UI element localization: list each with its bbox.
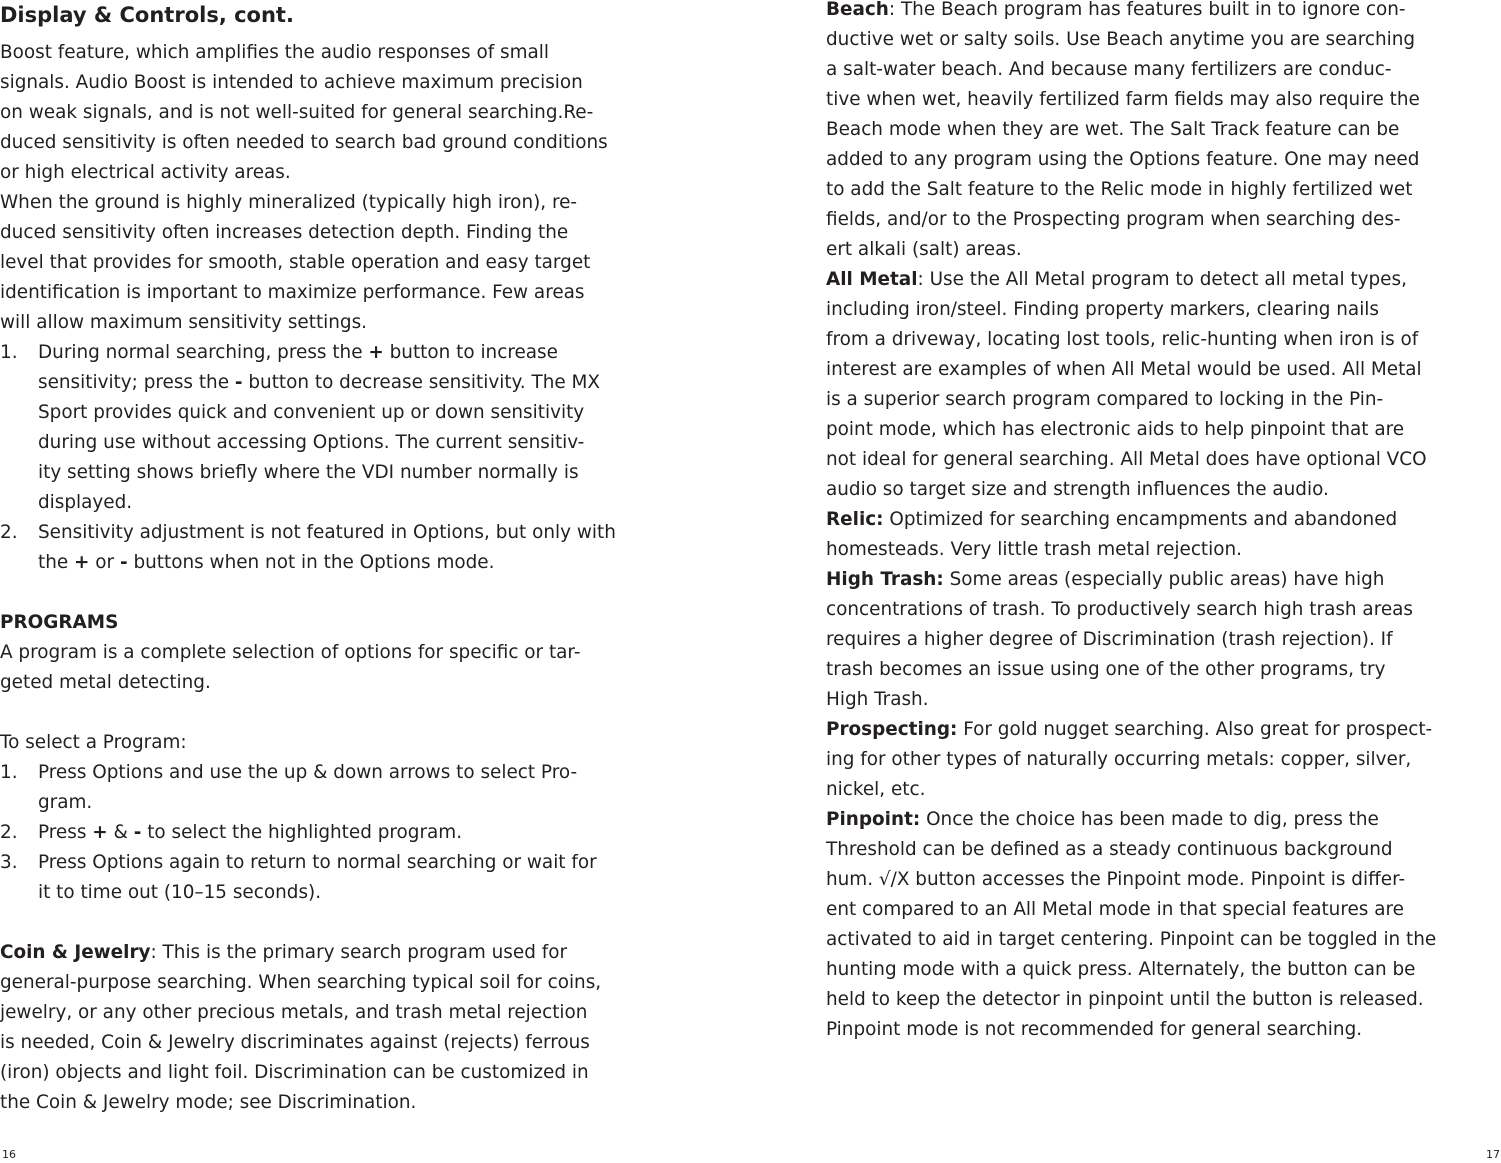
minus-symbol: - xyxy=(133,822,142,843)
paragraph-line: Relic: Optimized for searching encampments and abandoned xyxy=(826,509,1398,530)
paragraph-line: concentrations of trash. To productively search high trash areas xyxy=(826,599,1414,620)
plus-symbol: + xyxy=(74,552,90,573)
paragraph-line: (iron) objects and light foil. Discrimination can be customized in xyxy=(0,1062,589,1083)
paragraph-line: will allow maximum sensitivity settings. xyxy=(0,312,368,333)
paragraph-line: level that provides for smooth, stable operation and easy target xyxy=(0,252,591,273)
list-item: 2. Sensitivity adjustment is not featured in Options, but only with xyxy=(0,518,616,548)
paragraph-line: the Coin & Jewelry mode; see Discrimination. xyxy=(0,1092,417,1113)
list-item-line: it to time out (10–15 seconds). xyxy=(38,882,322,903)
paragraph-line: a salt-water beach. And because many fertilizers are conduc- xyxy=(826,59,1392,80)
left-page xyxy=(0,0,690,1163)
minus-symbol: - xyxy=(234,372,243,393)
list-item: 2. Press + & - to select the highlighted program. xyxy=(0,818,597,848)
list-number: 2. xyxy=(0,522,18,543)
list-number: 1. xyxy=(0,762,18,783)
right-page xyxy=(826,0,1501,1163)
programs-heading: PROGRAMS xyxy=(0,612,119,633)
paragraph-line: activated to aid in target centering. Pinpoint can be toggled in the xyxy=(826,929,1437,950)
paragraph-line: on weak signals, and is not well-suited for general searching.Re- xyxy=(0,102,594,123)
paragraph-line: ert alkali (salt) areas. xyxy=(826,239,1022,260)
paragraph-line: tive when wet, heavily fertilized farm fields may also require the xyxy=(826,89,1420,110)
relic-paragraph xyxy=(826,505,1397,565)
paragraph-line: When the ground is highly mineralized (typically high iron), re- xyxy=(0,192,578,213)
list-item-line: ity setting shows briefly where the VDI number normally is xyxy=(38,462,579,483)
minus-symbol: - xyxy=(119,552,128,573)
prospecting-paragraph xyxy=(826,715,1432,805)
paragraph-line: Beach: The Beach program has features built in to ignore con- xyxy=(826,0,1406,20)
paragraph-line: Threshold can be defined as a steady continuous background xyxy=(826,839,1393,860)
list-item-line: the + or - buttons when not in the Options mode. xyxy=(38,552,495,573)
plus-symbol: + xyxy=(92,822,108,843)
paragraph-line: homesteads. Very little trash metal rejection. xyxy=(826,539,1242,560)
all-metal-paragraph xyxy=(826,265,1427,505)
list-number: 3. xyxy=(0,852,18,873)
list-item-line: displayed. xyxy=(38,492,133,513)
select-program-section xyxy=(0,728,597,908)
paragraph-line: not ideal for general searching. All Metal does have optional VCO xyxy=(826,449,1427,470)
program-label: Relic: xyxy=(826,509,884,530)
paragraph-line: trash becomes an issue using one of the other programs, try xyxy=(826,659,1386,680)
paragraph-line: held to keep the detector in pinpoint until the button is released. xyxy=(826,989,1424,1010)
paragraph-line: Boost feature, which amplifies the audio responses of small xyxy=(0,42,550,63)
paragraph-line: fields, and/or to the Prospecting program when searching des- xyxy=(826,209,1401,230)
list-item-line: gram. xyxy=(38,792,93,813)
program-label: Coin & Jewelry xyxy=(0,942,151,963)
paragraph-line: from a driveway, locating lost tools, relic-hunting when iron is of xyxy=(826,329,1419,350)
program-label: Prospecting: xyxy=(826,719,958,740)
paragraph-line: jewelry, or any other precious metals, and trash metal rejection xyxy=(0,1002,588,1023)
paragraph-line: identification is important to maximize performance. Few areas xyxy=(0,282,585,303)
sensitivity-steps-list xyxy=(0,338,616,578)
pinpoint-paragraph xyxy=(826,805,1436,1045)
paragraph-line: ent compared to an All Metal mode in that special features are xyxy=(826,899,1404,920)
paragraph-line: is a superior search program compared to locking in the Pin- xyxy=(826,389,1384,410)
paragraph-line: added to any program using the Options feature. One may need xyxy=(826,149,1420,170)
paragraph-line: requires a higher degree of Discrimination (trash rejection). If xyxy=(826,629,1393,650)
paragraph-line: or high electrical activity areas. xyxy=(0,162,291,183)
paragraph-line: Pinpoint: Once the choice has been made to dig, press the xyxy=(826,809,1379,830)
list-number: 2. xyxy=(0,822,18,843)
list-item: 1. Press Options and use the up & down arrows to select Pro- xyxy=(0,758,597,788)
paragraph-line: general-purpose searching. When searching typical soil for coins, xyxy=(0,972,602,993)
list-item: 1. During normal searching, press the + button to increase xyxy=(0,338,616,368)
paragraph-line: interest are examples of when All Metal would be used. All Metal xyxy=(826,359,1422,380)
paragraph-line: signals. Audio Boost is intended to achieve maximum precision xyxy=(0,72,583,93)
paragraph-line: hum. √/X button accesses the Pinpoint mode. Pinpoint is differ- xyxy=(826,869,1406,890)
paragraph-line: to add the Salt feature to the Relic mode in highly fertilized wet xyxy=(826,179,1413,200)
beach-paragraph xyxy=(826,0,1420,265)
program-label: Pinpoint: xyxy=(826,809,921,830)
paragraph-line: High Trash: Some areas (especially public areas) have high xyxy=(826,569,1385,590)
list-item-line: during use without accessing Options. The current sensitiv- xyxy=(38,432,585,453)
list-item-line: Sport provides quick and convenient up or down sensitivity xyxy=(38,402,585,423)
paragraph-line: audio so target size and strength influences the audio. xyxy=(826,479,1329,500)
paragraph-line: duced sensitivity is often needed to search bad ground conditions xyxy=(0,132,608,153)
list-item-line: sensitivity; press the - button to decrease sensitivity. The MX xyxy=(38,372,600,393)
paragraph-line: duced sensitivity often increases detection depth. Finding the xyxy=(0,222,569,243)
list-number: 1. xyxy=(0,342,18,363)
paragraph-line: High Trash. xyxy=(826,689,929,710)
paragraph-line: Pinpoint mode is not recommended for general searching. xyxy=(826,1019,1363,1040)
paragraph-line: nickel, etc. xyxy=(826,779,926,800)
paragraph-line: is needed, Coin & Jewelry discriminates against (rejects) ferrous xyxy=(0,1032,590,1053)
list-item: 3. Press Options again to return to normal searching or wait for xyxy=(0,848,597,878)
section-heading: Display & Controls, cont. xyxy=(0,3,294,27)
high-trash-paragraph xyxy=(826,565,1413,715)
select-program-heading: To select a Program: xyxy=(0,732,187,753)
paragraph-line: ductive wet or salty soils. Use Beach anytime you are searching xyxy=(826,29,1416,50)
paragraph-line: All Metal: Use the All Metal program to detect all metal types, xyxy=(826,269,1407,290)
paragraph-line: Coin & Jewelry: This is the primary search program used for xyxy=(0,942,568,963)
paragraph-line: geted metal detecting. xyxy=(0,672,211,693)
paragraph-line: ing for other types of naturally occurring metals: copper, silver, xyxy=(826,749,1412,770)
paragraph-line: Prospecting: For gold nugget searching. Also great for prospect- xyxy=(826,719,1433,740)
page-number-left: 16 xyxy=(2,1148,16,1161)
sensitivity-intro xyxy=(0,38,608,338)
paragraph-line: A program is a complete selection of options for specific or tar- xyxy=(0,642,581,663)
page-number-right: 17 xyxy=(1486,1148,1500,1161)
paragraph-line: including iron/steel. Finding property markers, clearing nails xyxy=(826,299,1379,320)
paragraph-line: hunting mode with a quick press. Alternately, the button can be xyxy=(826,959,1416,980)
program-label: Beach xyxy=(826,0,889,20)
paragraph-line: point mode, which has electronic aids to help pinpoint that are xyxy=(826,419,1405,440)
program-label: High Trash: xyxy=(826,569,944,590)
programs-section xyxy=(0,608,580,698)
paragraph-line: Beach mode when they are wet. The Salt Track feature can be xyxy=(826,119,1400,140)
plus-symbol: + xyxy=(368,342,384,363)
coin-jewelry-paragraph xyxy=(0,938,601,1118)
program-label: All Metal xyxy=(826,269,918,290)
